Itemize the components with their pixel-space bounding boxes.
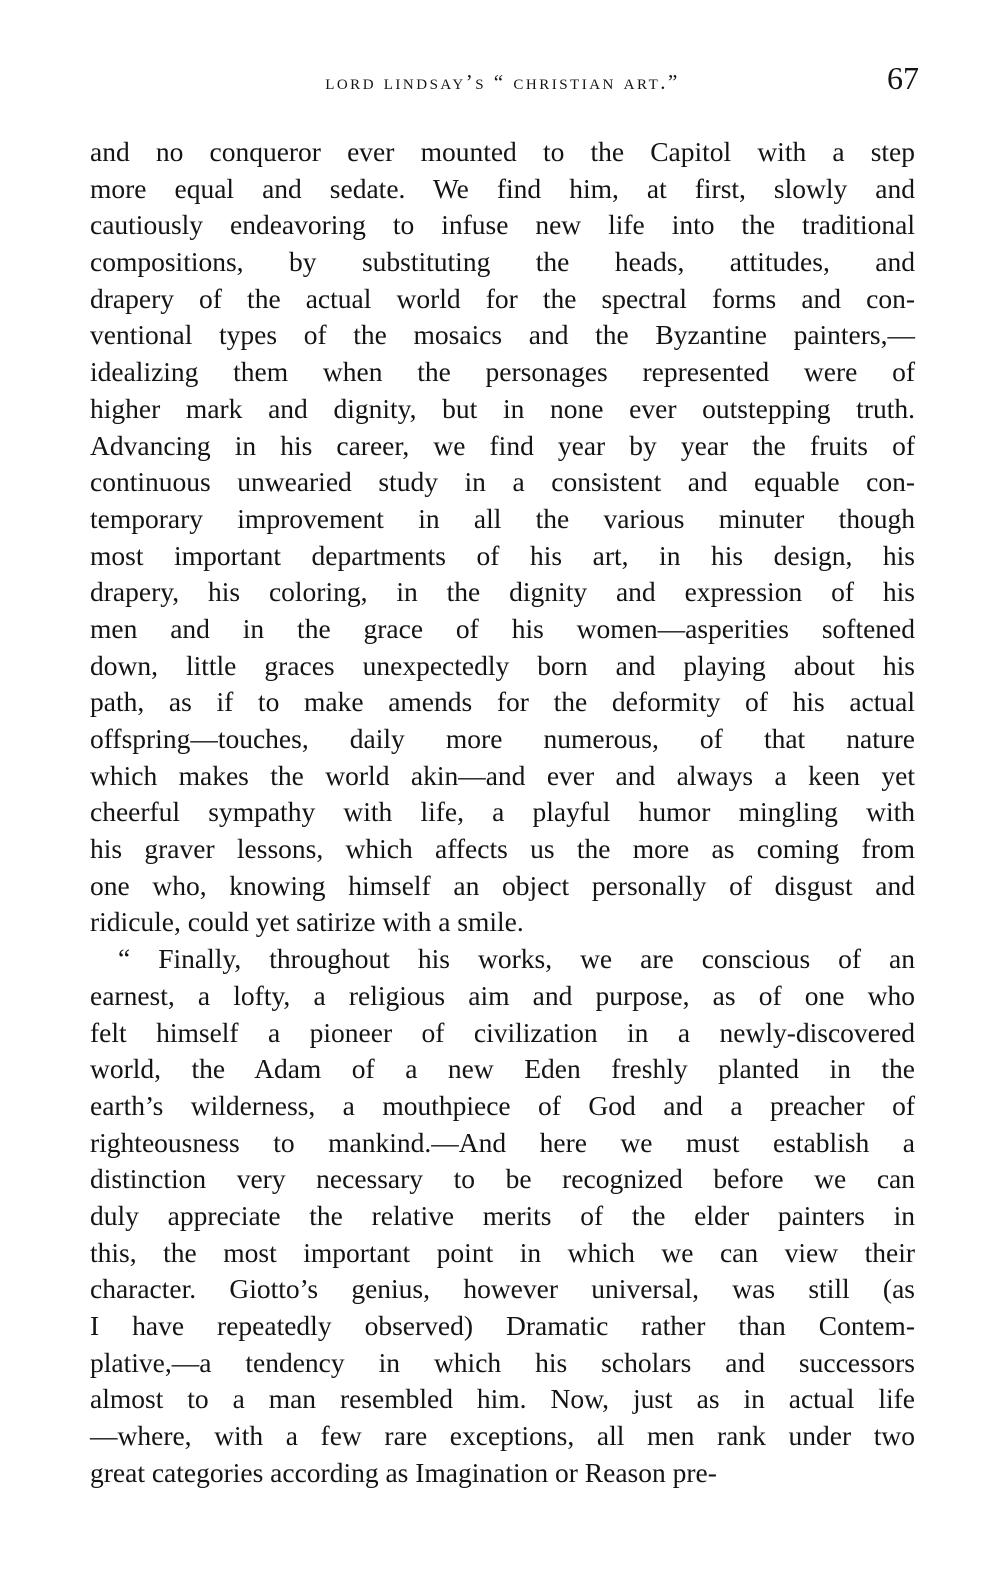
text-line: felt himself a pioneer of civilization in a newly-discovered xyxy=(90,1016,915,1048)
text-line: I have repeatedly observed) Dramatic rather than Contem- xyxy=(90,1310,915,1341)
body-text xyxy=(90,134,915,1491)
text-line: path, as if to make amends for the deformity of his actual xyxy=(90,686,915,718)
text-line: drapery, his coloring, in the dignity and expression of his xyxy=(90,576,915,608)
running-title: lord lindsay’s “ christian art.” xyxy=(325,70,680,94)
text-line: and no conqueror ever mounted to the Capitol with a step xyxy=(90,136,915,167)
text-line: great categories according as Imagination or Reason pre- xyxy=(90,1456,717,1488)
text-line: plative,—a tendency in which his scholars and successors xyxy=(90,1346,915,1378)
paragraph xyxy=(90,941,915,1491)
text-line: ventional types of the mosaics and the Byzantine painters,— xyxy=(90,319,915,351)
text-line: cautiously endeavoring to infuse new life into the traditional xyxy=(90,209,915,241)
text-line: which makes the world akin—and ever and always a keen yet xyxy=(90,759,915,791)
text-line: almost to a man resembled him. Now, just as in actual life xyxy=(90,1383,915,1415)
text-line: “ Finally, throughout his works, we are conscious of an xyxy=(118,943,915,975)
text-line: drapery of the actual world for the spectral forms and con- xyxy=(90,282,915,314)
text-line: this, the most important point in which we can view their xyxy=(90,1236,915,1268)
text-line: character. Giotto’s genius, however universal, was still (as xyxy=(90,1273,915,1305)
text-line: ridicule, could yet satirize with a smile. xyxy=(90,906,524,938)
text-line: compositions, by substituting the heads, attitudes, and xyxy=(90,246,915,278)
text-line: Advancing in his career, we find year by year the fruits of xyxy=(90,429,915,461)
text-line: most important departments of his art, in his design, his xyxy=(90,539,915,571)
running-head xyxy=(90,60,919,110)
text-line: duly appreciate the relative merits of the elder painters in xyxy=(90,1199,915,1231)
page-number: 67 xyxy=(887,60,919,96)
text-line: down, little graces unexpectedly born and playing about his xyxy=(90,649,915,681)
text-line: his graver lessons, which affects us the more as coming from xyxy=(90,833,915,865)
text-line: one who, knowing himself an object personally of disgust and xyxy=(90,869,915,901)
text-line: righteousness to mankind.—And here we must establish a xyxy=(90,1126,915,1158)
text-line: earnest, a lofty, a religious aim and purpose, as of one who xyxy=(90,979,915,1011)
text-line: —where, with a few rare exceptions, all men rank under two xyxy=(90,1420,915,1452)
text-line: offspring—touches, daily more numerous, of that nature xyxy=(90,723,915,754)
text-line: idealizing them when the personages represented were of xyxy=(90,356,915,388)
text-line: cheerful sympathy with life, a playful humor mingling with xyxy=(90,796,915,828)
text-line: earth’s wilderness, a mouthpiece of God and a preacher of xyxy=(90,1089,915,1121)
text-line: distinction very necessary to be recognized before we can xyxy=(90,1163,915,1195)
paragraph xyxy=(90,134,915,941)
text-line: more equal and sedate. We find him, at first, slowly and xyxy=(90,172,915,204)
text-line: continuous unwearied study in a consistent and equable con- xyxy=(90,466,915,498)
text-line: world, the Adam of a new Eden freshly planted in the xyxy=(90,1053,915,1085)
text-line: temporary improvement in all the various minuter though xyxy=(90,502,915,534)
text-line: higher mark and dignity, but in none ever outstepping truth. xyxy=(90,392,915,424)
text-line: men and in the grace of his women—asperities softened xyxy=(90,612,915,644)
